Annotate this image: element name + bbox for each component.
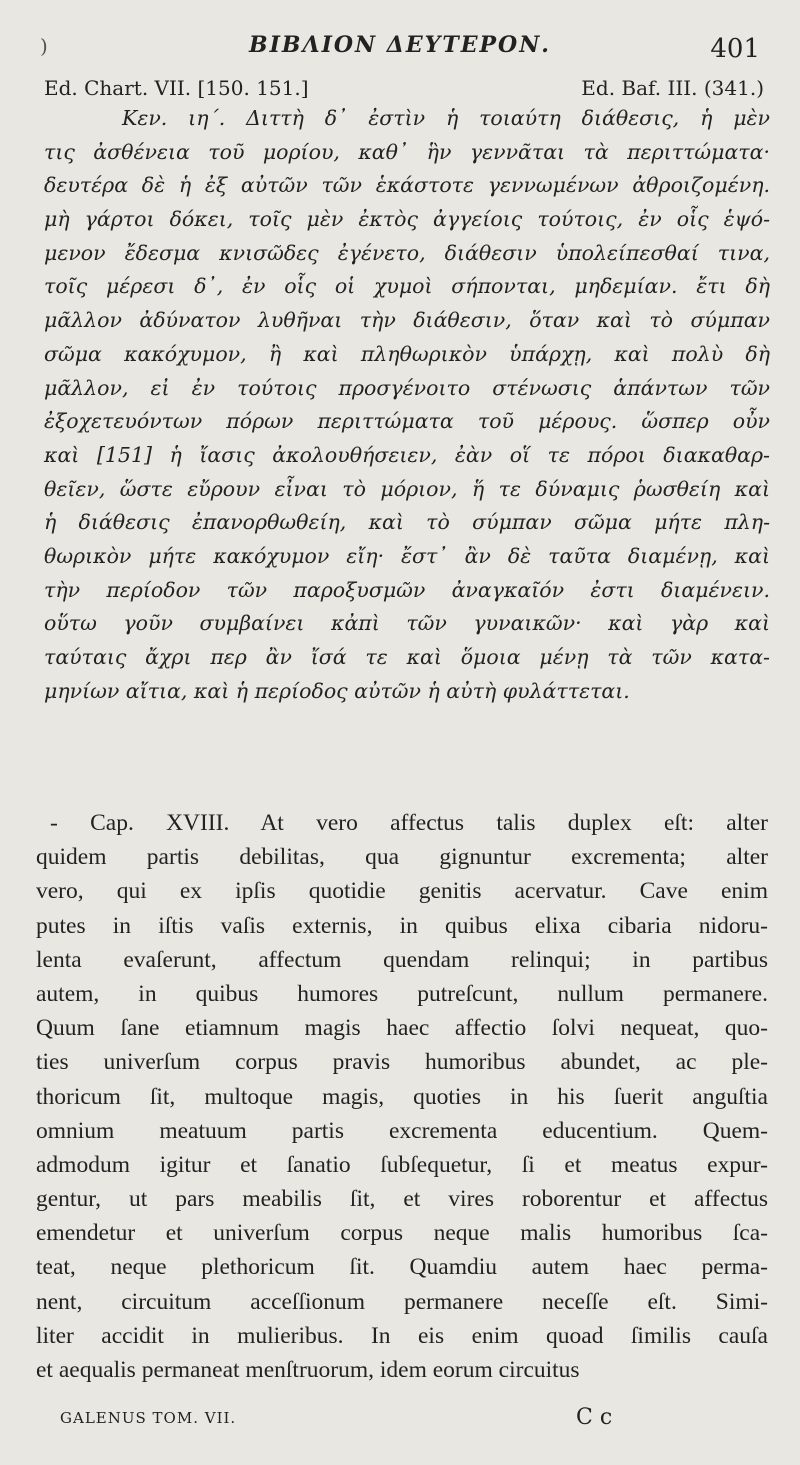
signature-mark-right: C c (576, 1405, 613, 1430)
greek-line: ταύταις ἄχρι περ ἂν ἴσά τε καὶ ὅμοια μένῃ τὰ τῶν κατα- (44, 645, 770, 669)
greek-line: τὴν περίοδον τῶν παροξυσμῶν ἀναγκαῖόν ἐστι διαμένειν. (44, 577, 770, 602)
greek-line: μηνίων αἴτια, καὶ ἡ περίοδος αὐτῶν ἡ αὐτὴ φυλάττεται. (44, 678, 630, 703)
greek-line: τις ἀσθένεια τοῦ μορίου, καθ᾿ ἣν γεννᾶται τὰ περιττώματα· (44, 139, 770, 164)
edition-reference-row (44, 76, 764, 104)
latin-line: admodum igitur et ſanatio ſubſequetur, ſi et meatus expur- (36, 1151, 768, 1178)
latin-line: teat, neque plethoricum ſit. Quamdiu autem haec perma- (36, 1254, 768, 1281)
greek-line: Κεν. ιη΄. Διττὴ δ᾿ ἐστὶν ἡ τοιαύτη διάθεσις, ἡ μὲν (122, 106, 770, 130)
greek-line: ἐξοχετευόντων πόρων περιττώματα τοῦ μέρους. ὥσπερ οὖν (44, 409, 770, 434)
page-footer (60, 1405, 764, 1435)
latin-line: gentur, ut pars meabilis ſit, et vires roborentur et affectus (36, 1186, 768, 1213)
greek-text-block (44, 102, 770, 708)
latin-line: ties univerſum corpus pravis humoribus abundet, ac ple- (36, 1049, 768, 1076)
latin-line: - Cap. XVIII. At vero affectus talis duplex eſt: alter (50, 810, 768, 836)
latin-text-block (36, 806, 768, 1387)
running-title: BIBΛΙΟΝ ΔΕΥΤΕΡΟΝ. (249, 32, 551, 58)
greek-line: θωρικὸν μήτε κακόχυμον εἴη· ἔστ᾿ ἂν δὲ ταῦτα διαμένῃ, καὶ (44, 543, 770, 568)
greek-line: μενον ἔδεσμα κνισῶδες ἐγένετο, διάθεσιν ὑπολείπεσθαί τινα, (44, 240, 770, 265)
greek-line: ἡ διάθεσις ἐπανορθωθείη, καὶ τὸ σύμπαν σῶμα μήτε πλη- (44, 510, 770, 535)
greek-line: μᾶλλον ἀδύνατον λυθῆναι τὴν διάθεσιν, ὅταν καὶ τὸ σύμπαν (44, 308, 770, 333)
greek-line: καὶ [151] ἡ ἴασις ἀκολουθήσειεν, ἐὰν οἵ τε πόροι διακαθαρ- (44, 442, 770, 467)
greek-line: οὕτω γοῦν συμβαίνει κἀπὶ τῶν γυναικῶν· καὶ γὰρ καὶ (44, 611, 770, 636)
header-left-mark: ) (40, 34, 48, 58)
latin-line: thoricum ſit, multoque magis, quoties in his ſuerit anguſtia (36, 1083, 768, 1110)
latin-line: quidem partis debilitas, qua gignuntur excrementa; alter (36, 844, 768, 871)
signature-mark-left: GALENUS TOM. VII. (60, 1409, 237, 1427)
greek-line: μᾶλλον, εἰ ἐν τούτοις προσγένοιτο στένωσις ἁπάντων τῶν (44, 375, 770, 400)
latin-line: putes in iſtis vaſis externis, in quibus elixa cibaria nidoru- (36, 912, 768, 939)
latin-line: nent, circuitum acceſſionum permanere neceſſe eſt. Simi- (36, 1288, 768, 1315)
page-header (36, 26, 764, 66)
latin-line: autem, in quibus humores putreſcunt, nullum permanere. (36, 980, 768, 1007)
latin-line: omnium meatuum partis excrementa educentium. Quem- (36, 1117, 768, 1144)
latin-line: Quum ſane etiamnum magis haec affectio ſolvi nequeat, quo- (36, 1015, 768, 1042)
latin-line: liter accidit in mulieribus. In eis enim quoad ſimilis cauſa (36, 1322, 768, 1349)
edition-reference-right: Ed. Baf. III. (341.) (581, 76, 764, 100)
edition-reference-left: Ed. Chart. VII. [150. 151.] (44, 76, 309, 100)
latin-line: et aequalis permaneat menſtruorum, idem eorum circuitus (36, 1357, 580, 1383)
greek-line: τοῖς μέρεσι δ᾿, ἐν οἷς οἱ χυμοὶ σήπονται, μηδεμίαν. ἔτι δὴ (44, 274, 770, 299)
greek-line: θεῖεν, ὥστε εὔρουν εἶναι τὸ μόριον, ἥ τε δύναμις ῥωσθείη καὶ (44, 476, 770, 501)
page-number: 401 (710, 34, 760, 64)
greek-line: μὴ γάρτοι δόκει, τοῖς μὲν ἐκτὸς ἀγγείοις τούτοις, ἐν οἷς ἑψό- (44, 207, 770, 232)
greek-line: δευτέρα δὲ ἡ ἐξ αὐτῶν τῶν ἑκάστοτε γεννωμένων ἀθροιζομένη. (44, 173, 770, 198)
latin-line: emendetur et univerſum corpus neque malis humoribus ſca- (36, 1220, 768, 1247)
latin-line: lenta evaſerunt, affectum quendam relinqui; in partibus (36, 946, 768, 973)
greek-line: σῶμα κακόχυμον, ἢ καὶ πληθωρικὸν ὑπάρχῃ, καὶ πολὺ δὴ (44, 341, 770, 366)
latin-line: vero, qui ex ipſis quotidie genitis acervatur. Cave enim (36, 878, 768, 905)
